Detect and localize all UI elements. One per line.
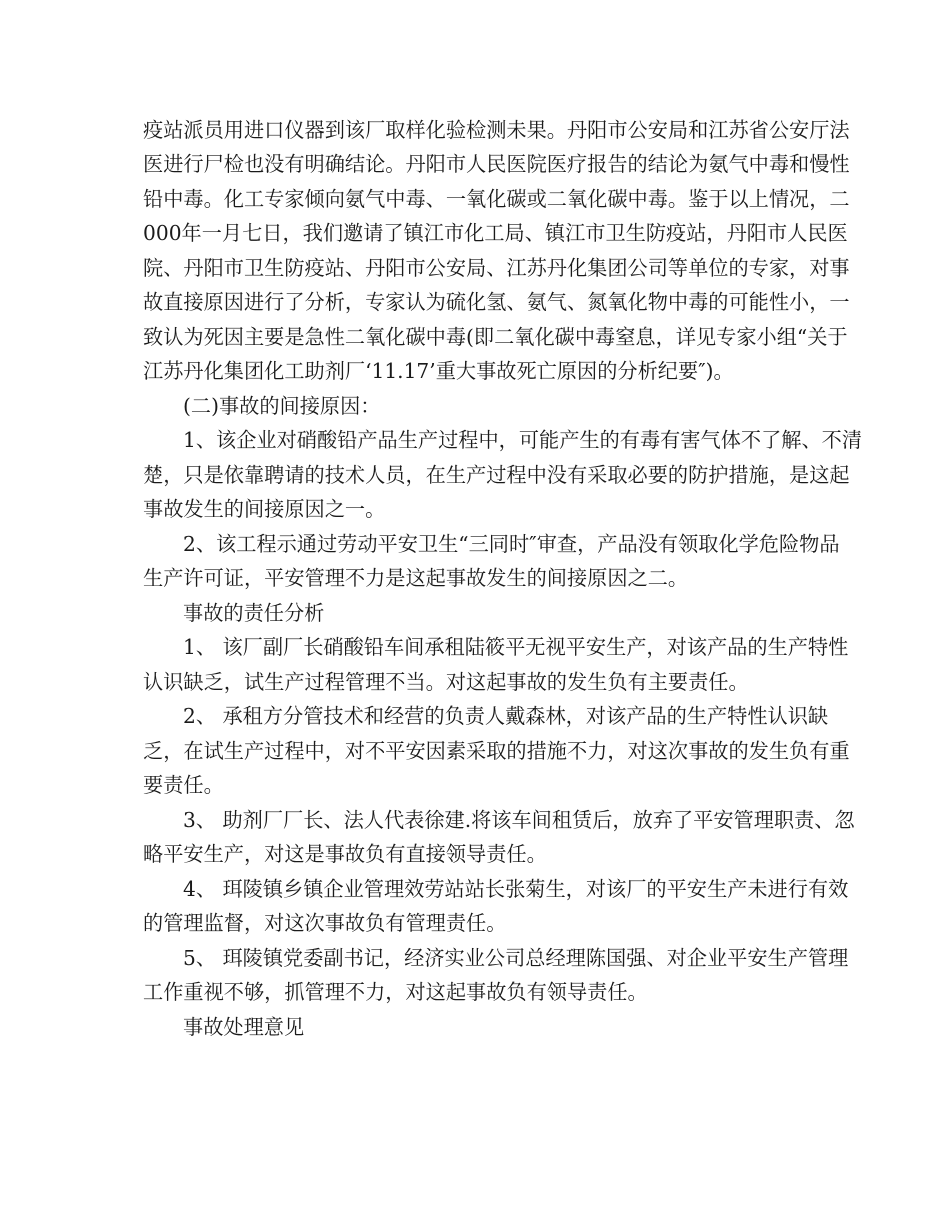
paragraph-line: 1、该企业对硝酸铅产品生产过程中，可能产生的有毒有害气体不了解、不清 <box>183 428 863 452</box>
paragraph-line: 3、 助剂厂厂长、法人代表徐建.将该车间租赁后，放弃了平安管理职责、忽 <box>183 808 855 832</box>
paragraph-line: 医进行尸检也没有明确结论。丹阳市人民医院医疗报告的结论为氨气中毒和慢性 <box>143 152 850 176</box>
paragraph-line: 的管理监督，对这次事故负有管理责任。 <box>143 911 507 935</box>
paragraph-line: 疫站派员用进口仪器到该厂取样化验检测未果。丹阳市公安局和江苏省公安厅法 <box>143 118 850 142</box>
section-heading-handling-opinions: 事故处理意见 <box>183 1015 305 1039</box>
paragraph-line: 工作重视不够，抓管理不力，对这起事故负有领导责任。 <box>143 980 648 1004</box>
paragraph-line: 乏，在试生产过程中，对不平安因素采取的措施不力，对这次事故的发生负有重 <box>143 739 850 763</box>
paragraph-line: 5、 珥陵镇党委副书记，经济实业公司总经理陈国强、对企业平安生产管理 <box>183 946 849 970</box>
paragraph-line: 1、 该厂副厂长硝酸铅车间承租陆筱平无视平安生产，对该产品的生产特性 <box>183 635 849 659</box>
paragraph-line: 故直接原因进行了分析，专家认为硫化氢、氨气、氮氧化物中毒的可能性小，一 <box>143 290 850 314</box>
paragraph-line: 院、丹阳市卫生防疫站、丹阳市公安局、江苏丹化集团公司等单位的专家，对事 <box>143 256 850 280</box>
paragraph-line: 要责任。 <box>143 773 224 797</box>
paragraph-line: 江苏丹化集团化工助剂厂‘11.17’重大事故死亡原因的分析纪要″)。 <box>143 359 734 383</box>
paragraph-line: 000年一月七日，我们邀请了镇江市化工局、镇江市卫生防疫站，丹阳市人民医 <box>143 221 848 245</box>
section-heading-responsibility: 事故的责任分析 <box>183 601 325 625</box>
paragraph-line: 4、 珥陵镇乡镇企业管理效劳站站长张菊生，对该厂的平安生产未进行有效 <box>183 877 849 901</box>
section-heading-indirect-causes: (二)事故的间接原因： <box>183 394 381 418</box>
paragraph-line: 楚，只是依靠聘请的技术人员，在生产过程中没有采取必要的防护措施，是这起 <box>143 463 850 487</box>
paragraph-line: 2、该工程示通过劳动平安卫生“三同时″审查，产品没有领取化学危险物品 <box>183 532 840 556</box>
paragraph-line: 认识缺乏，试生产过程管理不当。对这起事故的发生负有主要责任。 <box>143 670 749 694</box>
paragraph-line: 生产许可证，平安管理不力是这起事故发生的间接原因之二。 <box>143 566 689 590</box>
paragraph-line: 致认为死因主要是急性二氧化碳中毒(即二氧化碳中毒窒息，详见专家小组“关于 <box>143 325 848 349</box>
paragraph-line: 2、 承租方分管技术和经营的负责人戴森林，对该产品的生产特性认识缺 <box>183 704 829 728</box>
paragraph-line: 事故发生的间接原因之一。 <box>143 497 386 521</box>
paragraph-line: 铅中毒。化工专家倾向氨气中毒、一氧化碳或二氧化碳中毒。鉴于以上情况，二 <box>143 187 850 211</box>
paragraph-line: 略平安生产，对这是事故负有直接领导责任。 <box>143 842 547 866</box>
